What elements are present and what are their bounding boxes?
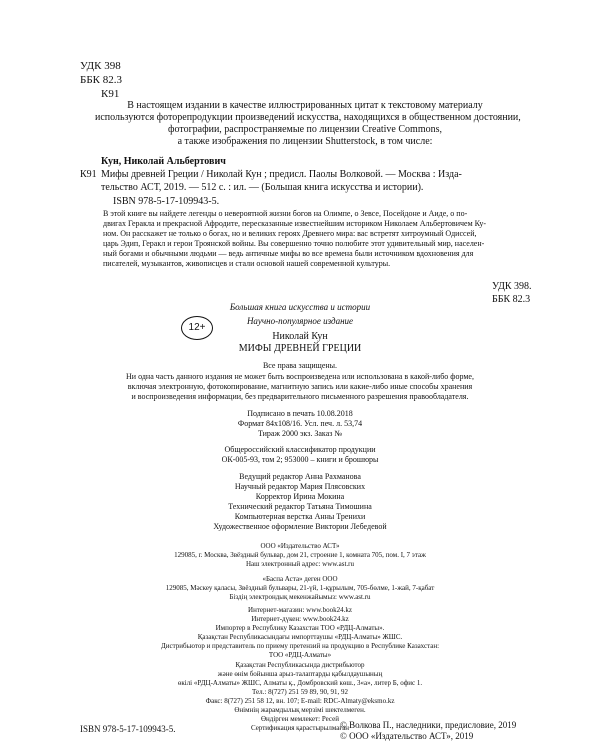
print-line: Подписано в печать 10.08.2018 bbox=[247, 409, 353, 418]
publisher-line: 129085, г. Москва, Звёздный бульвар, дом 21, строение 1, комната 705, пом. I, 7 этаж bbox=[174, 551, 426, 559]
rights-heading: Все права защищены. bbox=[262, 361, 338, 370]
bbk-top: ББК 82.3 bbox=[80, 74, 122, 86]
kz-distributor-line: Факс: 8(727) 251 58 12, вн. 107; E-mail: RDC-Almaty@eksmo.kz bbox=[205, 697, 395, 705]
age-rating-badge: 12+ bbox=[181, 316, 213, 340]
annotation-line: двигах Геракла и прекрасной Афродите, пересказанные известнейшим историком Николаем Альбертовичем Ку- bbox=[103, 219, 487, 228]
kz-importer-line: Қазақстан Республикасындағы импорттаушы «РДЦ-Алматы» ЖШС. bbox=[197, 633, 403, 641]
credit-line: Корректор Ирина Мокина bbox=[255, 492, 345, 501]
rights-line: Ни одна часть данного издания не может быть воспроизведена или использована в какой-либо форме, bbox=[126, 372, 474, 381]
print-info bbox=[0, 409, 600, 439]
annotation-line: писателей, музыкантов, живописцев и стали основой нашей современной культуры. bbox=[103, 259, 391, 268]
print-line: Тираж 2000 экз. Заказ № bbox=[257, 429, 343, 438]
notice-line: используются фоторепродукции произведений искусства, находящихся в общественном достоянии, bbox=[95, 112, 521, 123]
rights-notice bbox=[0, 372, 600, 402]
kz-publisher-info bbox=[0, 575, 600, 602]
notice-line: фотографии, распространяемые по лицензии Creative Commons, bbox=[167, 124, 442, 135]
kz-importer-line: Интернет-дүкен: www.book24.kz bbox=[251, 615, 349, 623]
kz-publisher-line: 129085, Мәскеу қаласы, Звёздный бульвары, 21-үй, 1-құрылым, 705-бөлме, 1-жай, 7-қабат bbox=[165, 584, 435, 592]
author-heading: Кун, Николай Альбертович bbox=[101, 156, 226, 167]
footer-isbn: ISBN 978-5-17-109943-5. bbox=[80, 724, 176, 734]
credit-line: Компьютерная верстка Анны Тренихи bbox=[234, 512, 366, 521]
kz-publisher-line: Біздің электрондық мекенжайымыз: www.ast.ru bbox=[229, 593, 371, 601]
classifier-line: ОК-005-93, том 2; 953000 – книги и брошюры bbox=[221, 455, 379, 464]
print-line: Формат 84х108/16. Усл. печ. л. 53,74 bbox=[237, 419, 363, 428]
udk-top: УДК 398 bbox=[80, 60, 121, 72]
kz-importer-line: Интернет-магазин: www.book24.kz bbox=[248, 606, 352, 614]
rights-line: включая электронную, фотокопирование, магнитную запись или какие-либо иные способы хранения bbox=[127, 382, 473, 391]
bibliographic-sign: К91 bbox=[80, 169, 97, 180]
series-title: Большая книга искусства и истории bbox=[229, 302, 371, 312]
genre-label: Научно-популярное издание bbox=[246, 316, 354, 326]
bibliographic-isbn: ISBN 978-5-17-109943-5. bbox=[113, 196, 220, 207]
publisher-line: Наш электронный адрес: www.ast.ru bbox=[246, 560, 354, 568]
publisher-info bbox=[0, 542, 600, 569]
annotation-line: ном. Он расскажет не только о богах, но и великих героях Древнего мира: вас встретят хитроумный Одиссей, bbox=[103, 229, 477, 238]
product-classifier bbox=[0, 445, 600, 465]
bbk-bottom: ББК 82.3 bbox=[492, 294, 531, 305]
credit-line: Научный редактор Мария Плясовских bbox=[234, 482, 366, 491]
kz-importer-line: Импортер в Республику Казахстан ТОО «РДЦ-Алматы». bbox=[215, 624, 385, 632]
kz-distributor-line: Өнімнің жарамдылық мерзімі шектелмеген. bbox=[234, 706, 366, 714]
kz-distributor-line: Сертификация қарастырылмаған bbox=[250, 724, 350, 732]
credit-line: Художественное оформление Виктории Лебедевой bbox=[213, 522, 387, 531]
rights-line: и воспроизведения информации, без предварительного письменного разрешения правообладателя. bbox=[131, 392, 469, 401]
kz-distributor-line: және өнім бойынша арыз-талаптарды қабылдаушының bbox=[217, 670, 383, 678]
kz-distributor-line: Тел.: 8(727) 251 59 89, 90, 91, 92 bbox=[252, 688, 348, 696]
kz-importer-info bbox=[0, 606, 600, 660]
bibliographic-line-2: тельство АСТ, 2019. — 512 с. : ил. — (Большая книга искусства и истории). bbox=[101, 182, 424, 193]
author-sign-top: К91 bbox=[101, 88, 120, 100]
kz-importer-line: ТОО «РДЦ-Алматы» bbox=[268, 651, 332, 659]
annotation bbox=[103, 209, 523, 269]
annotation-line: В этой книге вы найдете легенды о невероятной жизни богов на Олимпе, о Зевсе, Посейдоне и Аиде, о по- bbox=[103, 209, 468, 218]
kz-publisher-line: «Баспа Аста» деген ООО bbox=[262, 575, 338, 583]
kz-importer-line: Дистрибьютор и представитель по приему претензий на продукцию в Республике Казахстан: bbox=[160, 642, 440, 650]
kz-distributor-line: Өндірген мемлекет: Ресей bbox=[261, 715, 339, 723]
copyright-publisher: © ООО «Издательство АСТ», 2019 bbox=[340, 731, 474, 741]
annotation-line: царь Эдип, Геракл и герои Троянской войны. Вы совершенно точно полюбите этот удивительный мир, населен- bbox=[103, 239, 485, 248]
notice-line: а также изображения по лицензии Shutterstock, в том числе: bbox=[177, 136, 433, 147]
license-notice bbox=[95, 100, 521, 148]
kz-distributor-line: өкілі «РДЦ-Алматы» ЖШС, Алматы қ., Домбровский көш., 3«а», литер Б, офис 1. bbox=[177, 679, 423, 687]
credit-line: Технический редактор Татьяна Тимошина bbox=[228, 502, 372, 511]
udk-bottom: УДК 398. bbox=[492, 281, 532, 292]
credit-line: Ведущий редактор Анна Рахманова bbox=[239, 472, 361, 481]
book-title: МИФЫ ДРЕВНЕЙ ГРЕЦИИ bbox=[238, 343, 362, 354]
copyright-preface: © Волкова П., наследники, предисловие, 2019 bbox=[340, 720, 517, 730]
kz-distributor-line: Қазақстан Республикасында дистрибьютор bbox=[235, 661, 365, 669]
classifier-line: Общероссийский классификатор продукции bbox=[224, 445, 376, 454]
bibliographic-line-1: Мифы древней Греции / Николай Кун ; предисл. Паолы Волковой. — Москва : Изда- bbox=[101, 169, 462, 180]
publisher-line: ООО «Издательство АСТ» bbox=[260, 542, 340, 550]
annotation-line: ный богами и обычными людьми — ведь античные мифы во все времена были источником вдохновения для bbox=[103, 249, 474, 258]
book-author: Николай Кун bbox=[272, 331, 328, 342]
credits bbox=[0, 472, 600, 532]
notice-line: В настоящем издании в качестве иллюстрированных цитат к текстовому материалу bbox=[127, 100, 483, 111]
